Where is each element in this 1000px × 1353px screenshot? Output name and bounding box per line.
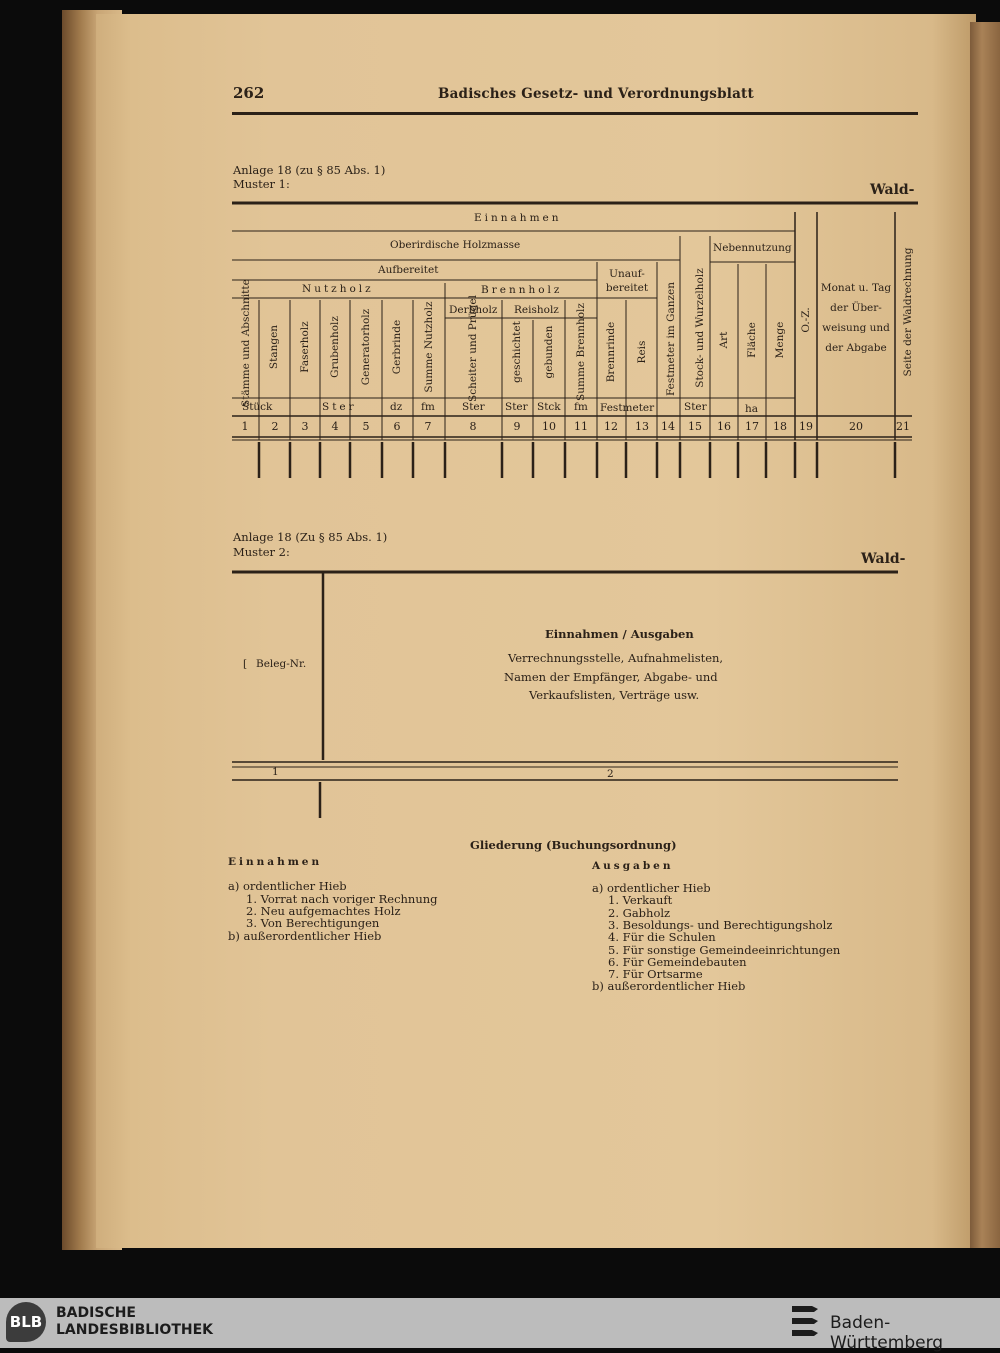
colnum-21: 21 [896,420,910,433]
col-generatorholz: Generatorholz [360,308,372,386]
col-flaeche: Fläche [746,322,758,358]
form1-wald: Wald- [870,182,915,198]
colnum-20: 20 [849,420,863,433]
unit-stueck: Stück [242,401,273,413]
col-grubenholz: Grubenholz [329,316,341,378]
colnum-14: 14 [661,420,675,433]
col-summe-brennholz: Summe Brennholz [575,303,587,401]
unit-dz: dz [390,401,403,413]
col-geschichtet: geschichtet [511,321,523,383]
col-oz: O.-Z. [800,307,812,333]
colnum-13: 13 [635,420,649,433]
unit-ster-2: Ster [462,401,485,413]
form2-anlage: Anlage 18 (Zu § 85 Abs. 1) [233,530,388,544]
col-faserholz: Faserholz [299,321,311,373]
col-stangen: Stangen [268,324,280,370]
form2-table-grid [0,560,1000,830]
col-stock-wurzelholz: Stock- und Wurzelholz [694,268,706,388]
blb-logo[interactable]: BLB [6,1302,46,1342]
form1-muster: Muster 1: [233,177,290,191]
unit-ster: Ster [322,401,357,413]
form1-oberirdische: Oberirdische Holzmasse [390,239,521,251]
unit-ha: ha [745,403,759,415]
col-festmeter-ganzen: Festmeter im Ganzen [665,281,677,397]
form2-desc-line-2: Namen der Empfänger, Abgabe- und [504,670,718,684]
unit-festmeter: Festmeter [600,402,655,414]
gliederung-title: Gliederung (Buchungsordnung) [470,838,677,852]
colnum-15: 15 [688,420,702,433]
blb-name-line-1: BADISCHE [56,1305,136,1321]
form2-desc-line-1: Verrechnungsstelle, Aufnahmelisten, [508,651,724,665]
col-summe-nutzholz: Summe Nutzholz [423,301,435,393]
blb-name[interactable] [56,1305,213,1339]
col-brennrinde: Brennrinde [605,321,617,383]
ausgaben-line-2: 2. Gabholz [608,906,671,920]
form2-muster: Muster 2: [233,545,290,559]
form1-aufbereitet: Aufbereitet [378,264,439,276]
colnum-17: 17 [745,420,759,433]
ausgaben-line-7: 7. Für Ortsarme [608,967,703,981]
colnum-10: 10 [542,420,556,433]
form1-anlage: Anlage 18 (zu § 85 Abs. 1) [233,163,386,177]
ausgaben-line-5: 5. Für sonstige Gemeindeeinrichtungen [608,943,841,957]
colnum-9: 9 [513,420,521,433]
ausgaben-line-1: 1. Verkauft [608,893,673,907]
colnum-18: 18 [773,420,787,433]
colnum-4: 4 [331,420,339,433]
einnahmen-line-b: b) außerordentlicher Hieb [228,929,382,943]
colnum-1: 1 [241,420,249,433]
form1-brennholz: Brennholz [481,284,563,296]
col-staemme: Stämme und Abschnitte [240,279,252,407]
unit-fm-2: fm [574,401,588,413]
colnum-2: 2 [271,420,279,433]
ausgaben-line-a: a) ordentlicher Hieb [592,881,711,895]
form1-unaufbereitet: Unauf- bereitet [605,268,649,294]
gliederung-ausgaben-heading: Ausgaben [592,860,674,872]
colnum-5: 5 [362,420,370,433]
col-art: Art [718,331,730,349]
ausgaben-line-4: 4. Für die Schulen [608,930,716,944]
colnum-3: 3 [301,420,309,433]
colnum-6: 6 [393,420,401,433]
page-number: 262 [233,84,265,102]
ausgaben-line-3: 3. Besoldungs- und Berechtigungsholz [608,918,833,932]
colnum-11: 11 [574,420,588,433]
bw-name[interactable]: Baden-Württemberg [830,1313,944,1353]
form2-einnahmen-ausgaben: Einnahmen / Ausgaben [545,627,694,641]
col-gebunden: gebunden [543,325,555,379]
colnum-19: 19 [799,420,813,433]
einnahmen-line-a: a) ordentlicher Hieb [228,879,347,893]
form1-einnahmen: Einnahmen [474,212,562,224]
gliederung-einnahmen-heading: Einnahmen [228,856,323,868]
colnum-7: 7 [424,420,432,433]
form1-nebennutzung: Nebennutzung [713,242,792,254]
colnum-16: 16 [717,420,731,433]
unit-fm: fm [421,401,435,413]
form1-reisholz: Reisholz [514,304,559,316]
unit-ster-3: Ster [505,401,528,413]
col-scheiter: Scheiter und Prügel [467,295,479,402]
form2-desc-line-3: Verkaufslisten, Verträge usw. [529,688,700,702]
form2-col-1: 1 [272,766,279,778]
col-gerbrinde: Gerbrinde [391,319,403,375]
bw-lions-icon[interactable] [788,1302,824,1342]
form2-col-2: 2 [607,768,614,780]
form1-nutzholz: Nutzholz [302,283,374,295]
einnahmen-line-3: 3. Von Berechtigungen [246,916,380,930]
form2-beleg-nr: Beleg-Nr. [256,658,307,670]
page-title: Badisches Gesetz- und Verordnungsblatt [438,86,754,102]
col-reis: Reis [636,340,648,364]
form2-beleg-marker: [ [243,658,248,670]
blb-name-line-2: LANDESBIBLIOTHEK [56,1322,214,1338]
col-seite-waldrechnung: Seite der Waldrechnung [902,247,914,377]
colnum-12: 12 [604,420,618,433]
ausgaben-line-b: b) außerordentlicher Hieb [592,979,746,993]
col-menge: Menge [774,321,786,359]
form1-monat-tag: Monat u. Tag der Über- weisung und der Abgabe [820,282,892,354]
unit-ster-4: Ster [684,401,707,413]
unit-stck: Stck [537,401,561,413]
einnahmen-line-2: 2. Neu aufgemachtes Holz [246,904,401,918]
einnahmen-line-1: 1. Vorrat nach voriger Rechnung [246,892,438,906]
colnum-8: 8 [469,420,477,433]
form2-wald: Wald- [861,551,906,567]
form1-derbholz: Derbholz [449,304,498,316]
ausgaben-line-6: 6. Für Gemeindebauten [608,955,747,969]
